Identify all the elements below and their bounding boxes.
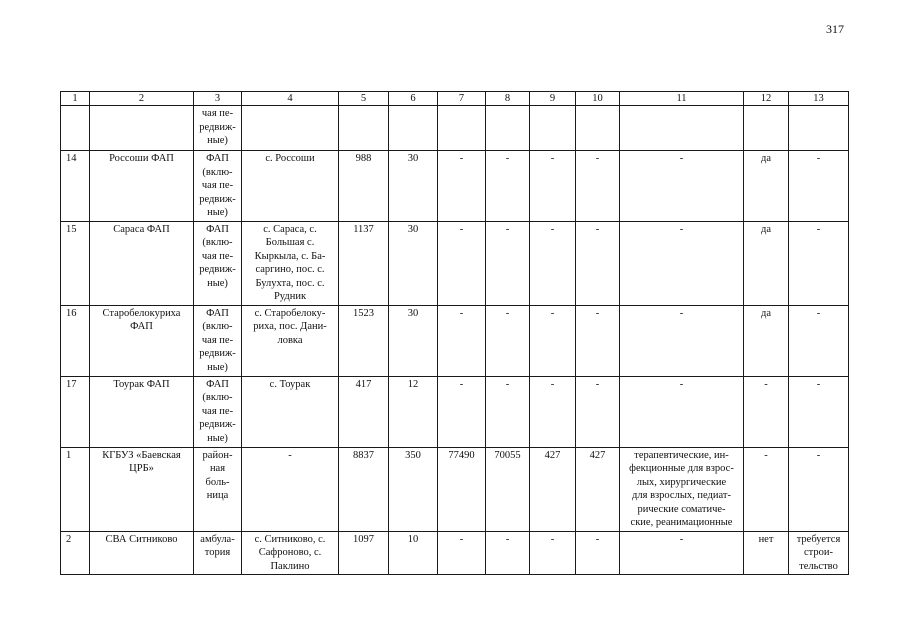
facility-type-cell-line: ные) bbox=[207, 432, 228, 444]
settlements-cell-line: Сафроново, с. bbox=[258, 547, 322, 558]
facility-type-cell-line: редвиж- bbox=[199, 264, 236, 275]
row-number-cell: 15 bbox=[61, 221, 90, 305]
settlements-cell bbox=[242, 305, 339, 376]
facility-type-cell-line: ные) bbox=[207, 361, 228, 373]
facility-type-cell-line: (вклю- bbox=[202, 321, 233, 332]
facility-type-cell-line: редвиж- bbox=[199, 419, 236, 430]
settlements-cell bbox=[242, 221, 339, 305]
col-9-cell: - bbox=[530, 151, 576, 222]
table-row bbox=[61, 447, 849, 531]
col-7-cell bbox=[438, 106, 486, 151]
facility-name-cell-line: Старобелокуриха bbox=[102, 307, 181, 319]
facility-name-cell-line: ЦРБ» bbox=[129, 463, 154, 474]
col-10-cell: - bbox=[576, 376, 620, 447]
col-header-12: 12 bbox=[744, 92, 789, 106]
facility-type-cell-line: ФАП bbox=[206, 153, 229, 164]
facility-type-cell-line: редвиж- bbox=[199, 348, 236, 359]
facility-name-cell bbox=[90, 531, 194, 575]
bed-profiles-cell-line: для взрослых, педиат- bbox=[632, 490, 731, 501]
row-number-cell: 16 bbox=[61, 305, 90, 376]
col-header-6: 6 bbox=[389, 92, 438, 106]
settlements-cell bbox=[242, 447, 339, 531]
col-10-cell: - bbox=[576, 151, 620, 222]
col-header-10: 10 bbox=[576, 92, 620, 106]
facility-type-cell-line: ФАП bbox=[206, 378, 229, 390]
col-9-cell: 427 bbox=[530, 447, 576, 531]
facility-type-cell-line: (вклю- bbox=[202, 237, 233, 248]
settlements-cell bbox=[242, 376, 339, 447]
col-6-cell: 30 bbox=[389, 305, 438, 376]
col-header-7: 7 bbox=[438, 92, 486, 106]
col-13-cell-line: - bbox=[816, 223, 821, 235]
facility-type-cell bbox=[194, 305, 242, 376]
col-13-cell-line: тельство bbox=[799, 560, 838, 572]
facility-type-cell-line: чая пе- bbox=[201, 108, 234, 119]
page-number: 317 bbox=[826, 22, 844, 36]
col-12-cell: да bbox=[744, 221, 789, 305]
settlements-cell-line: Большая с. bbox=[265, 237, 315, 248]
facility-type-cell-line: чая пе- bbox=[201, 250, 234, 262]
col-5-cell: 417 bbox=[339, 376, 389, 447]
col-13-cell-line: строи- bbox=[804, 547, 833, 558]
col-6-cell: 30 bbox=[389, 221, 438, 305]
col-13-cell-line: - bbox=[816, 153, 821, 164]
col-8-cell: 70055 bbox=[486, 447, 530, 531]
facility-name-cell bbox=[90, 106, 194, 151]
facility-type-cell-line: ные) bbox=[207, 277, 228, 289]
facility-type-cell-line: ница bbox=[206, 490, 229, 501]
facility-type-cell bbox=[194, 447, 242, 531]
col-5-cell: 8837 bbox=[339, 447, 389, 531]
col-7-cell: - bbox=[438, 531, 486, 575]
facility-type-cell-line: редвиж- bbox=[199, 193, 236, 205]
col-header-9: 9 bbox=[530, 92, 576, 106]
col-header-8: 8 bbox=[486, 92, 530, 106]
bed-profiles-cell bbox=[620, 221, 744, 305]
facility-type-cell bbox=[194, 151, 242, 222]
settlements-cell-line: Паклино bbox=[270, 560, 310, 572]
facility-name-cell bbox=[90, 447, 194, 531]
row-number-cell: 2 bbox=[61, 531, 90, 575]
col-10-cell bbox=[576, 106, 620, 151]
table-row bbox=[61, 531, 849, 575]
col-header-5: 5 bbox=[339, 92, 389, 106]
facility-name-cell-line: СВА Ситниково bbox=[105, 533, 178, 545]
col-13-cell-line: требуется bbox=[796, 533, 841, 545]
bed-profiles-cell-line: рические соматиче- bbox=[637, 503, 726, 515]
settlements-cell-line: с. Тоурак bbox=[269, 378, 311, 390]
col-6-cell: 12 bbox=[389, 376, 438, 447]
col-8-cell: - bbox=[486, 531, 530, 575]
facility-type-cell bbox=[194, 221, 242, 305]
table-row bbox=[61, 376, 849, 447]
col-12-cell: - bbox=[744, 376, 789, 447]
settlements-cell bbox=[242, 106, 339, 151]
facility-type-cell bbox=[194, 531, 242, 575]
col-13-cell-line: - bbox=[816, 307, 821, 319]
settlements-cell-line: Кыркыла, с. Ба- bbox=[254, 250, 326, 262]
facility-name-cell-line: КГБУЗ «Баевская bbox=[102, 449, 181, 461]
settlements-cell-line: с. Ситниково, с. bbox=[254, 533, 326, 545]
settlements-cell-line: с. Сараса, с. bbox=[263, 223, 317, 235]
facility-name-cell-line: Сараса ФАП bbox=[113, 223, 170, 235]
facility-type-cell-line: ные) bbox=[207, 207, 228, 218]
col-5-cell bbox=[339, 106, 389, 151]
facility-type-cell-line: чая пе- bbox=[201, 405, 234, 417]
facility-type-cell-line: редвиж- bbox=[199, 121, 236, 133]
col-6-cell: 10 bbox=[389, 531, 438, 575]
settlements-cell bbox=[242, 151, 339, 222]
facility-type-cell-line: амбула- bbox=[200, 533, 235, 545]
bed-profiles-cell-line: - bbox=[679, 223, 684, 235]
col-13-cell bbox=[789, 447, 849, 531]
bed-profiles-cell-line: - bbox=[679, 307, 684, 319]
bed-profiles-cell-line: фекционные для взрос- bbox=[629, 463, 734, 474]
facility-type-cell-line: боль- bbox=[205, 476, 230, 488]
bed-profiles-cell bbox=[620, 151, 744, 222]
row-number-cell: 14 bbox=[61, 151, 90, 222]
facility-name-cell-line: Тоурак ФАП bbox=[113, 378, 170, 390]
col-13-cell-line: - bbox=[816, 449, 821, 461]
col-8-cell: - bbox=[486, 305, 530, 376]
col-7-cell: - bbox=[438, 221, 486, 305]
col-9-cell: - bbox=[530, 531, 576, 575]
col-9-cell: - bbox=[530, 376, 576, 447]
settlements-cell-line: Рудник bbox=[273, 291, 307, 302]
facility-type-cell-line: ФАП bbox=[206, 307, 229, 319]
col-10-cell: - bbox=[576, 531, 620, 575]
col-header-3: 3 bbox=[194, 92, 242, 106]
col-8-cell: - bbox=[486, 151, 530, 222]
settlements-cell-line: ловка bbox=[277, 334, 303, 346]
bed-profiles-cell bbox=[620, 447, 744, 531]
facility-type-cell-line: ФАП bbox=[206, 223, 229, 235]
settlements-cell-line: с. Россоши bbox=[265, 153, 315, 164]
table-row bbox=[61, 305, 849, 376]
facility-type-cell-line: ные) bbox=[207, 135, 228, 146]
settlements-cell-line: - bbox=[288, 449, 292, 461]
col-12-cell bbox=[744, 106, 789, 151]
col-8-cell: - bbox=[486, 221, 530, 305]
col-10-cell: - bbox=[576, 221, 620, 305]
row-number-cell: 17 bbox=[61, 376, 90, 447]
col-7-cell: - bbox=[438, 305, 486, 376]
settlements-cell-line: саргино, пос. с. bbox=[255, 264, 325, 275]
col-9-cell: - bbox=[530, 221, 576, 305]
col-header-2: 2 bbox=[90, 92, 194, 106]
col-13-cell bbox=[789, 106, 849, 151]
facility-type-cell-line: ная bbox=[209, 463, 226, 474]
col-13-cell bbox=[789, 305, 849, 376]
col-12-cell: - bbox=[744, 447, 789, 531]
facility-type-cell bbox=[194, 106, 242, 151]
bed-profiles-cell bbox=[620, 305, 744, 376]
facility-name-cell bbox=[90, 376, 194, 447]
col-13-cell bbox=[789, 531, 849, 575]
facility-type-cell bbox=[194, 376, 242, 447]
facility-type-cell-line: тория bbox=[204, 547, 231, 558]
table-row bbox=[61, 151, 849, 222]
col-7-cell: 77490 bbox=[438, 447, 486, 531]
facility-name-cell-line: Россоши ФАП bbox=[109, 153, 174, 164]
col-8-cell: - bbox=[486, 376, 530, 447]
col-5-cell: 1523 bbox=[339, 305, 389, 376]
col-6-cell: 30 bbox=[389, 151, 438, 222]
facility-type-cell-line: район- bbox=[202, 449, 233, 461]
col-10-cell: - bbox=[576, 305, 620, 376]
row-number-cell: 1 bbox=[61, 447, 90, 531]
col-12-cell: нет bbox=[744, 531, 789, 575]
col-header-13: 13 bbox=[789, 92, 849, 106]
col-header-11: 11 bbox=[620, 92, 744, 106]
col-10-cell: 427 bbox=[576, 447, 620, 531]
bed-profiles-cell-line: терапевтические, ин- bbox=[634, 449, 729, 461]
col-12-cell: да bbox=[744, 305, 789, 376]
col-7-cell: - bbox=[438, 376, 486, 447]
settlements-cell-line: с. Старобелоку- bbox=[254, 307, 326, 319]
col-13-cell bbox=[789, 376, 849, 447]
col-8-cell bbox=[486, 106, 530, 151]
col-header-4: 4 bbox=[242, 92, 339, 106]
facility-type-cell-line: (вклю- bbox=[202, 392, 233, 403]
facility-name-cell-line: ФАП bbox=[130, 321, 153, 332]
col-9-cell: - bbox=[530, 305, 576, 376]
settlements-cell-line: риха, пос. Дани- bbox=[253, 321, 327, 332]
col-9-cell bbox=[530, 106, 576, 151]
facility-type-cell-line: чая пе- bbox=[201, 334, 234, 346]
col-5-cell: 988 bbox=[339, 151, 389, 222]
col-header-1: 1 bbox=[61, 92, 90, 106]
settlements-cell bbox=[242, 531, 339, 575]
settlements-cell-line: Булухта, пос. с. bbox=[255, 277, 325, 289]
bed-profiles-cell bbox=[620, 531, 744, 575]
col-5-cell: 1097 bbox=[339, 531, 389, 575]
facility-name-cell bbox=[90, 305, 194, 376]
bed-profiles-cell-line: - bbox=[679, 378, 684, 390]
bed-profiles-cell bbox=[620, 376, 744, 447]
facility-name-cell bbox=[90, 151, 194, 222]
facility-name-cell bbox=[90, 221, 194, 305]
col-13-cell bbox=[789, 151, 849, 222]
col-6-cell bbox=[389, 106, 438, 151]
bed-profiles-cell-line: - bbox=[679, 153, 684, 164]
bed-profiles-cell bbox=[620, 106, 744, 151]
column-number-row bbox=[61, 92, 849, 106]
facility-type-cell-line: чая пе- bbox=[201, 180, 234, 191]
facilities-table bbox=[60, 91, 849, 575]
col-13-cell bbox=[789, 221, 849, 305]
facility-type-cell-line: (вклю- bbox=[202, 166, 233, 178]
row-number-cell bbox=[61, 106, 90, 151]
col-12-cell: да bbox=[744, 151, 789, 222]
table-row bbox=[61, 106, 849, 151]
bed-profiles-cell-line: - bbox=[679, 533, 684, 545]
col-7-cell: - bbox=[438, 151, 486, 222]
bed-profiles-cell-line: ские, реанимационные bbox=[630, 517, 733, 528]
table-row bbox=[61, 221, 849, 305]
col-13-cell-line: - bbox=[816, 378, 821, 390]
col-5-cell: 1137 bbox=[339, 221, 389, 305]
col-6-cell: 350 bbox=[389, 447, 438, 531]
bed-profiles-cell-line: лых, хирургические bbox=[636, 476, 727, 488]
